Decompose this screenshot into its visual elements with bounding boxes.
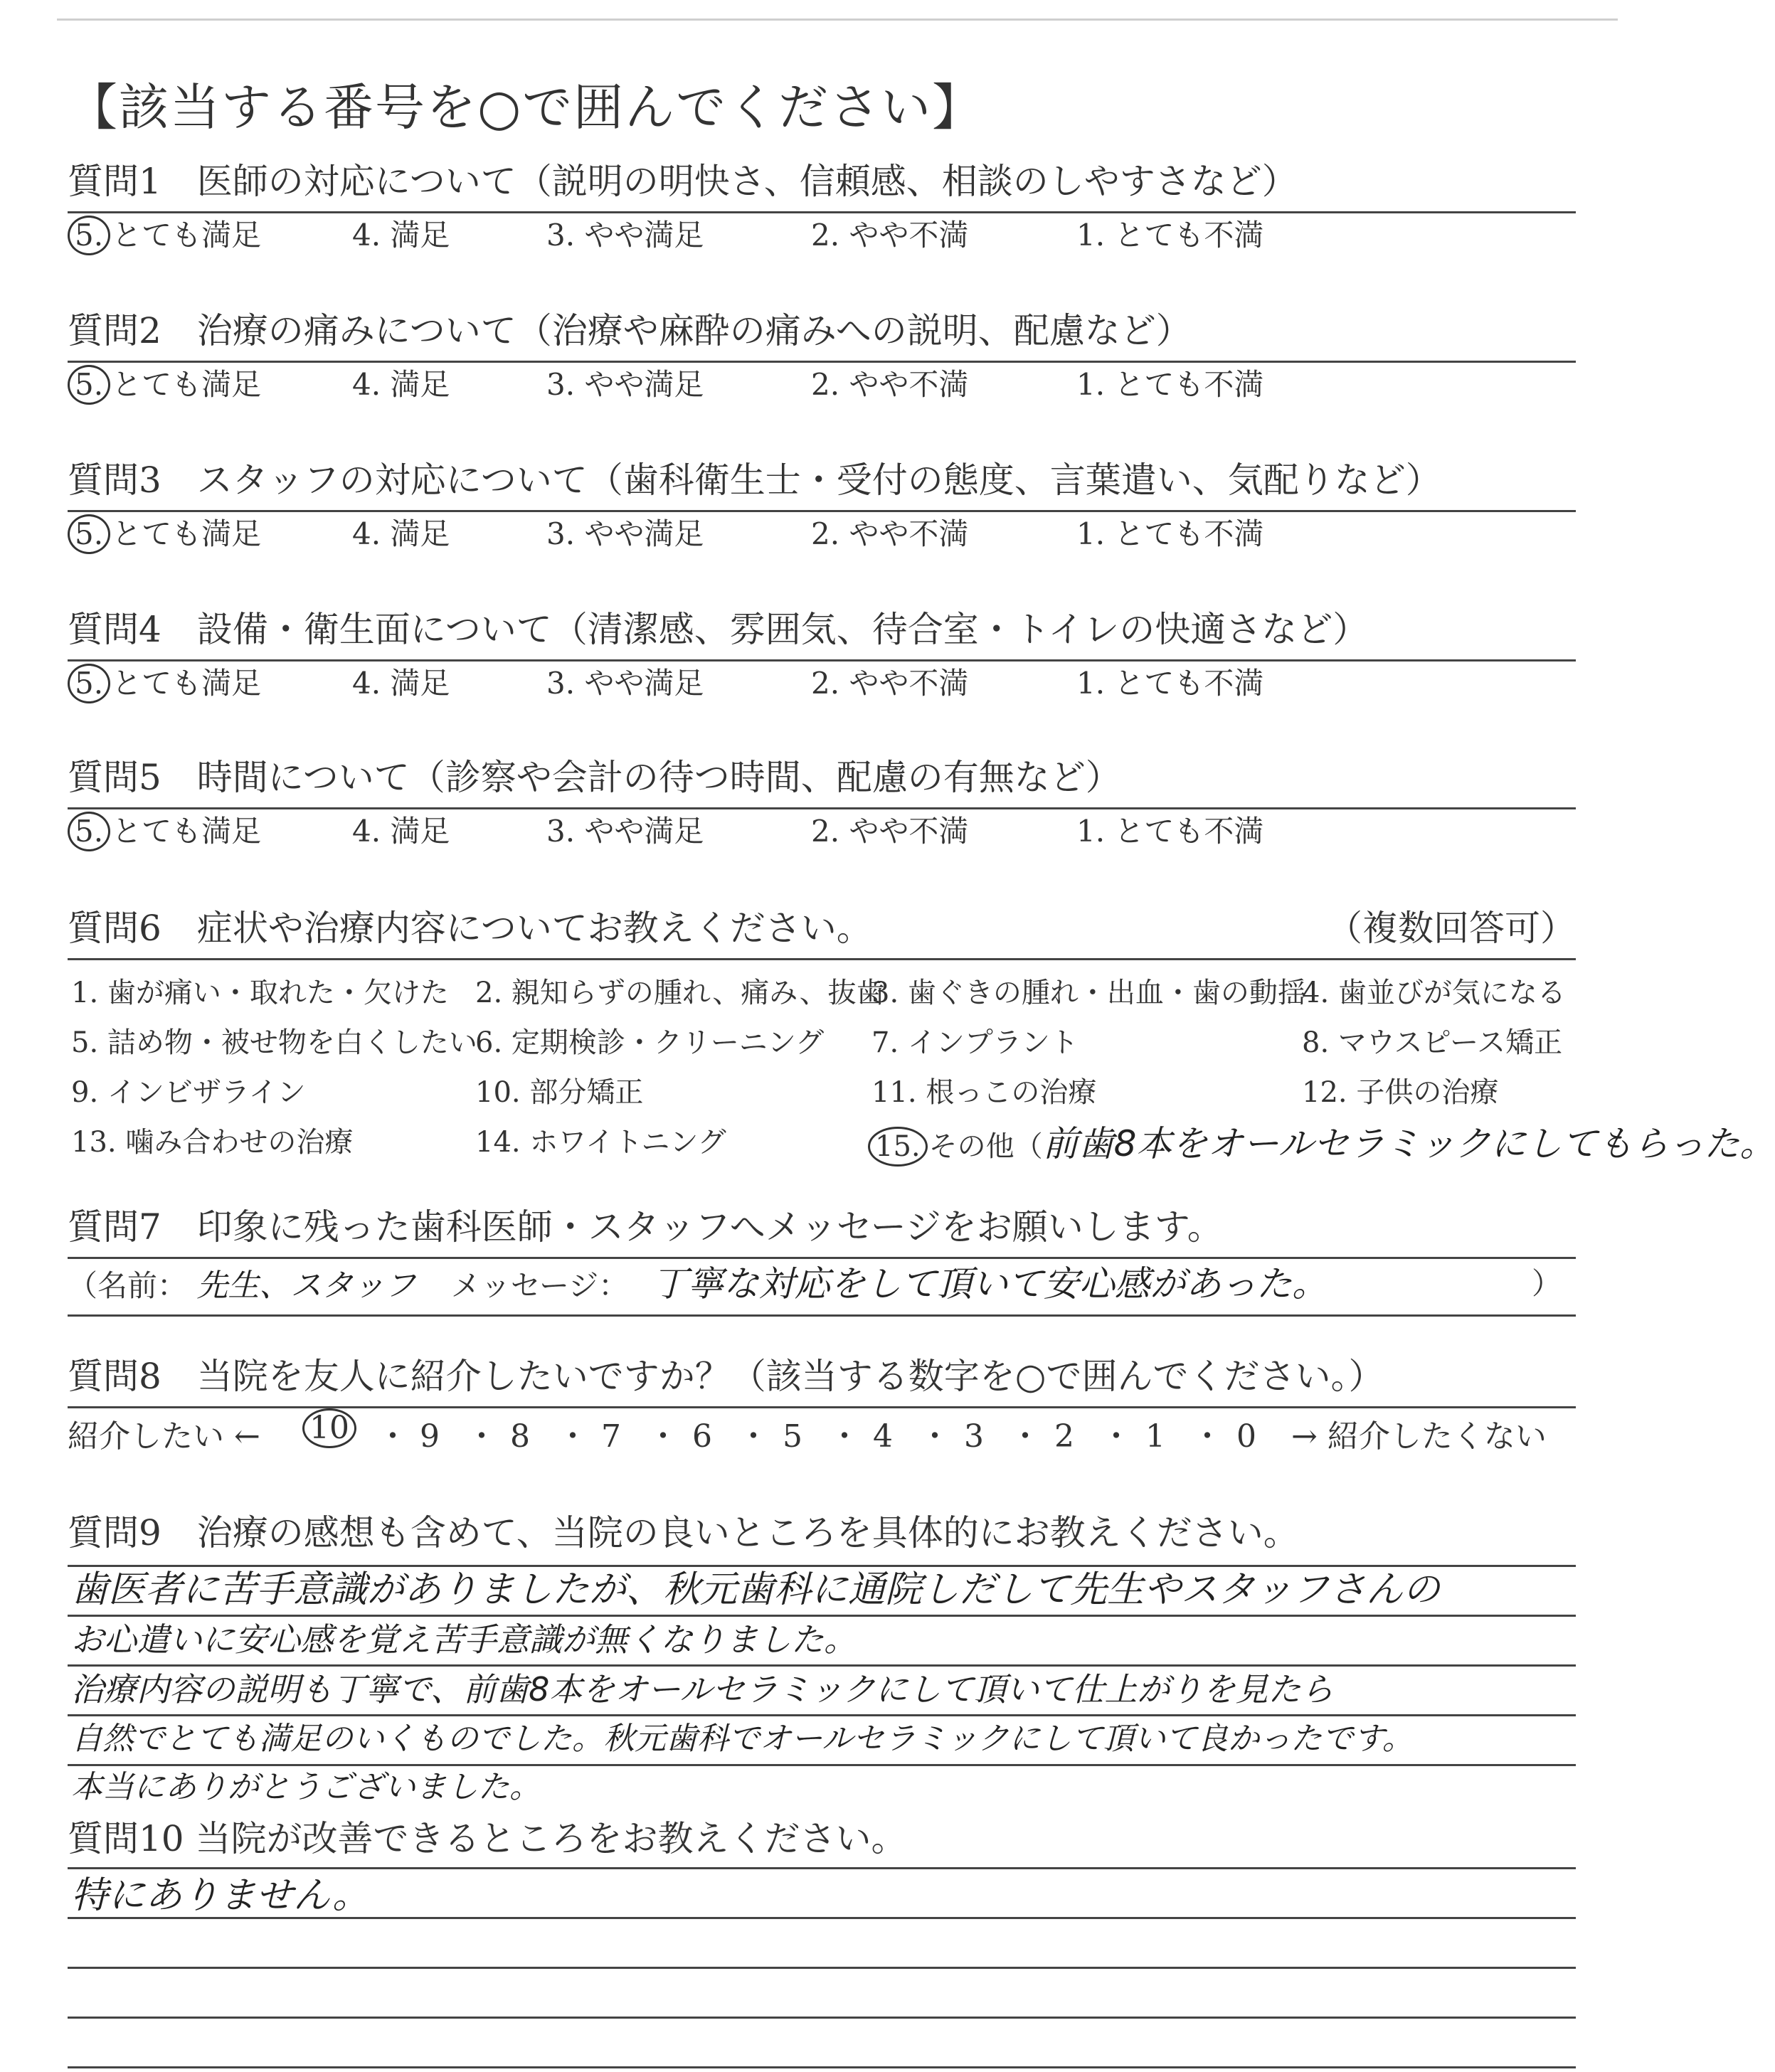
option-4[interactable]: 4. 満足 bbox=[352, 218, 450, 253]
message-handwritten: 丁寧な対応をして頂いて安心感があった。 bbox=[652, 1263, 1328, 1305]
scale-sep: ・ bbox=[1010, 1418, 1041, 1455]
question-8-title: 質問8 当院を友人に紹介したいですか？（該当する数字を○で囲んでください。） bbox=[68, 1356, 1384, 1397]
choice-12[interactable]: 12. 子供の治療 bbox=[1302, 1076, 1499, 1109]
selected-circle: 5. bbox=[68, 514, 110, 554]
answer-10-line-1: 特にありません。 bbox=[71, 1874, 370, 1917]
answer-rule bbox=[68, 2017, 1576, 2019]
answer-9-line-2: お心遣いに安心感を覚え苦手意識が無くなりました。 bbox=[71, 1620, 857, 1659]
scale-right-label: → 紹介したくない bbox=[1291, 1418, 1547, 1455]
option-5[interactable]: 5. とても満足 bbox=[68, 363, 261, 407]
name-handwritten: 先生、スタッフ bbox=[196, 1268, 416, 1304]
scale-value-5[interactable]: 5 bbox=[783, 1418, 802, 1455]
name-label: （名前： bbox=[68, 1268, 188, 1303]
choice-15-other[interactable]: 15. その他（前歯8本をオールセラミックにしてもらった。 bbox=[868, 1115, 1775, 1167]
choice-13[interactable]: 13. 噛み合わせの治療 bbox=[71, 1126, 354, 1159]
option-2[interactable]: 2. やや不満 bbox=[811, 814, 969, 849]
selected-circle: 5. bbox=[68, 216, 110, 255]
answer-rule bbox=[68, 2066, 1576, 2068]
scale-value-1[interactable]: 1 bbox=[1145, 1418, 1165, 1455]
selected-circle: 10 bbox=[302, 1408, 356, 1448]
answer-9-line-3: 治療内容の説明も丁寧で、前歯8本をオールセラミックにして頂いて仕上がりを見たら bbox=[71, 1670, 1334, 1709]
page-title: 【該当する番号を○で囲んでください】 bbox=[68, 78, 984, 137]
option-5[interactable]: 5. とても満足 bbox=[68, 213, 261, 257]
question-6-choices bbox=[68, 960, 1775, 1167]
option-4[interactable]: 4. 満足 bbox=[352, 367, 450, 402]
scale-sep: ・ bbox=[557, 1418, 588, 1455]
answer-9-line-4: 自然でとても満足のいくものでした。秋元歯科でオールセラミックにして頂いて良かったです。 bbox=[71, 1721, 1414, 1757]
scale-value-3[interactable]: 3 bbox=[964, 1418, 984, 1455]
option-1[interactable]: 1. とても不満 bbox=[1076, 367, 1264, 402]
scale-value-0[interactable]: 0 bbox=[1236, 1418, 1256, 1455]
choice-3[interactable]: 3. 歯ぐきの腫れ・出血・歯の動揺 bbox=[871, 977, 1306, 1009]
answer-rule bbox=[68, 1967, 1576, 1969]
scale-sep: ・ bbox=[647, 1418, 679, 1455]
selected-circle: 5. bbox=[68, 365, 110, 405]
option-2[interactable]: 2. やや不満 bbox=[811, 367, 969, 402]
option-5[interactable]: 5. とても満足 bbox=[68, 512, 261, 556]
option-1[interactable]: 1. とても不満 bbox=[1076, 218, 1264, 253]
question-1-title: 質問1 医師の対応について（説明の明快さ、信頼感、相談のしやすさなど） bbox=[68, 161, 1298, 202]
top-border bbox=[57, 18, 1618, 21]
question-2-title: 質問2 治療の痛みについて（治療や麻酔の痛みへの説明、配慮など） bbox=[68, 310, 1192, 351]
choice-7[interactable]: 7. インプラント bbox=[871, 1026, 1079, 1059]
question-4-options bbox=[68, 662, 1576, 706]
message-label: メッセージ： bbox=[450, 1268, 629, 1303]
question-6-title: 質問6 症状や治療内容についてお教えください。 bbox=[68, 908, 872, 949]
option-1[interactable]: 1. とても不満 bbox=[1076, 666, 1264, 701]
question-7 bbox=[68, 1206, 1576, 1317]
scale-value-6[interactable]: 6 bbox=[692, 1418, 712, 1455]
question-9 bbox=[68, 1512, 1576, 1563]
recommend-scale bbox=[68, 1408, 1576, 1465]
question-4 bbox=[68, 608, 1576, 706]
option-3[interactable]: 3. やや満足 bbox=[546, 218, 704, 253]
scale-value-4[interactable]: 4 bbox=[873, 1418, 893, 1455]
question-10 bbox=[68, 1817, 1576, 1869]
answer-rule bbox=[68, 1867, 1576, 1869]
choice-11[interactable]: 11. 根っこの治療 bbox=[871, 1076, 1097, 1109]
choice-5[interactable]: 5. 詰め物・被せ物を白くしたい bbox=[71, 1026, 477, 1059]
option-2[interactable]: 2. やや不満 bbox=[811, 218, 969, 253]
scale-value-9[interactable]: 9 bbox=[420, 1418, 440, 1455]
choice-2[interactable]: 2. 親知らずの腫れ、痛み、抜歯 bbox=[475, 977, 885, 1009]
question-8 bbox=[68, 1355, 1576, 1465]
choice-6[interactable]: 6. 定期検診・クリーニング bbox=[475, 1026, 825, 1059]
choice-4[interactable]: 4. 歯並びが気になる bbox=[1302, 977, 1566, 1009]
answer-9-line-1: 歯医者に苦手意識がありましたが、秋元歯科に通院しだして先生やスタッフさんの bbox=[71, 1568, 1441, 1611]
choice-14[interactable]: 14. ホワイトニング bbox=[475, 1126, 726, 1159]
question-2 bbox=[68, 309, 1576, 407]
option-2[interactable]: 2. やや不満 bbox=[811, 516, 969, 551]
question-4-title: 質問4 設備・衛生面について（清潔感、雰囲気、待合室・トイレの快適さなど） bbox=[68, 609, 1369, 650]
close-paren: ） bbox=[1531, 1266, 1562, 1301]
question-3 bbox=[68, 459, 1576, 556]
option-4[interactable]: 4. 満足 bbox=[352, 516, 450, 551]
other-handwritten: 前歯8本をオールセラミックにしてもらった。 bbox=[1042, 1123, 1775, 1164]
scale-value-2[interactable]: 2 bbox=[1054, 1418, 1074, 1455]
option-3[interactable]: 3. やや満足 bbox=[546, 516, 704, 551]
scale-value-7[interactable]: 7 bbox=[601, 1418, 621, 1455]
question-6-note: （複数回答可） bbox=[1327, 908, 1576, 949]
option-4[interactable]: 4. 満足 bbox=[352, 814, 450, 849]
answer-9-line-5: 本当にありがとうございました。 bbox=[71, 1769, 541, 1805]
choice-10[interactable]: 10. 部分矯正 bbox=[475, 1076, 644, 1109]
option-4[interactable]: 4. 満足 bbox=[352, 666, 450, 701]
option-3[interactable]: 3. やや満足 bbox=[546, 666, 704, 701]
question-1-options bbox=[68, 213, 1576, 257]
question-9-title: 質問9 治療の感想も含めて、当院の良いところを具体的にお教えください。 bbox=[68, 1512, 1299, 1553]
choice-9[interactable]: 9. インビザライン bbox=[71, 1076, 306, 1109]
question-10-title: 質問10 当院が改善できるところをお教えください。 bbox=[68, 1818, 907, 1859]
question-5-title: 質問5 時間について（診察や会計の待つ時間、配慮の有無など） bbox=[68, 757, 1121, 798]
option-3[interactable]: 3. やや満足 bbox=[546, 367, 704, 402]
option-1[interactable]: 1. とても不満 bbox=[1076, 516, 1264, 551]
message-line bbox=[68, 1259, 1576, 1317]
option-3[interactable]: 3. やや満足 bbox=[546, 814, 704, 849]
question-5 bbox=[68, 756, 1576, 854]
option-5[interactable]: 5. とても満足 bbox=[68, 662, 261, 706]
scale-sep: ・ bbox=[466, 1418, 497, 1455]
scale-sep: ・ bbox=[829, 1418, 860, 1455]
scale-sep: ・ bbox=[1101, 1418, 1132, 1455]
question-3-title: 質問3 スタッフの対応について（歯科衛生士・受付の態度、言葉遣い、気配りなど） bbox=[68, 459, 1441, 501]
choice-8[interactable]: 8. マウスピース矯正 bbox=[1302, 1026, 1563, 1059]
question-2-options bbox=[68, 363, 1576, 407]
option-2[interactable]: 2. やや不満 bbox=[811, 666, 969, 701]
scale-sep: ・ bbox=[919, 1418, 950, 1455]
option-1[interactable]: 1. とても不満 bbox=[1076, 814, 1264, 849]
scale-value-8[interactable]: 8 bbox=[510, 1418, 530, 1455]
option-5[interactable]: 5. とても満足 bbox=[68, 809, 261, 854]
scale-sep: ・ bbox=[1192, 1418, 1223, 1455]
scale-sep: ・ bbox=[377, 1418, 408, 1455]
question-5-options bbox=[68, 809, 1576, 854]
scale-sep: ・ bbox=[738, 1418, 769, 1455]
scale-left-label: 紹介したい ← bbox=[68, 1418, 260, 1455]
selected-circle: 15. bbox=[868, 1127, 928, 1167]
choice-1[interactable]: 1. 歯が痛い・取れた・欠けた bbox=[71, 977, 449, 1009]
question-7-title: 質問7 印象に残った歯科医師・スタッフへメッセージをお願いします。 bbox=[68, 1206, 1223, 1248]
selected-circle: 5. bbox=[68, 664, 110, 703]
question-6 bbox=[68, 907, 1775, 1167]
selected-circle: 5. bbox=[68, 812, 110, 851]
question-3-options bbox=[68, 512, 1576, 556]
question-1 bbox=[68, 160, 1576, 257]
